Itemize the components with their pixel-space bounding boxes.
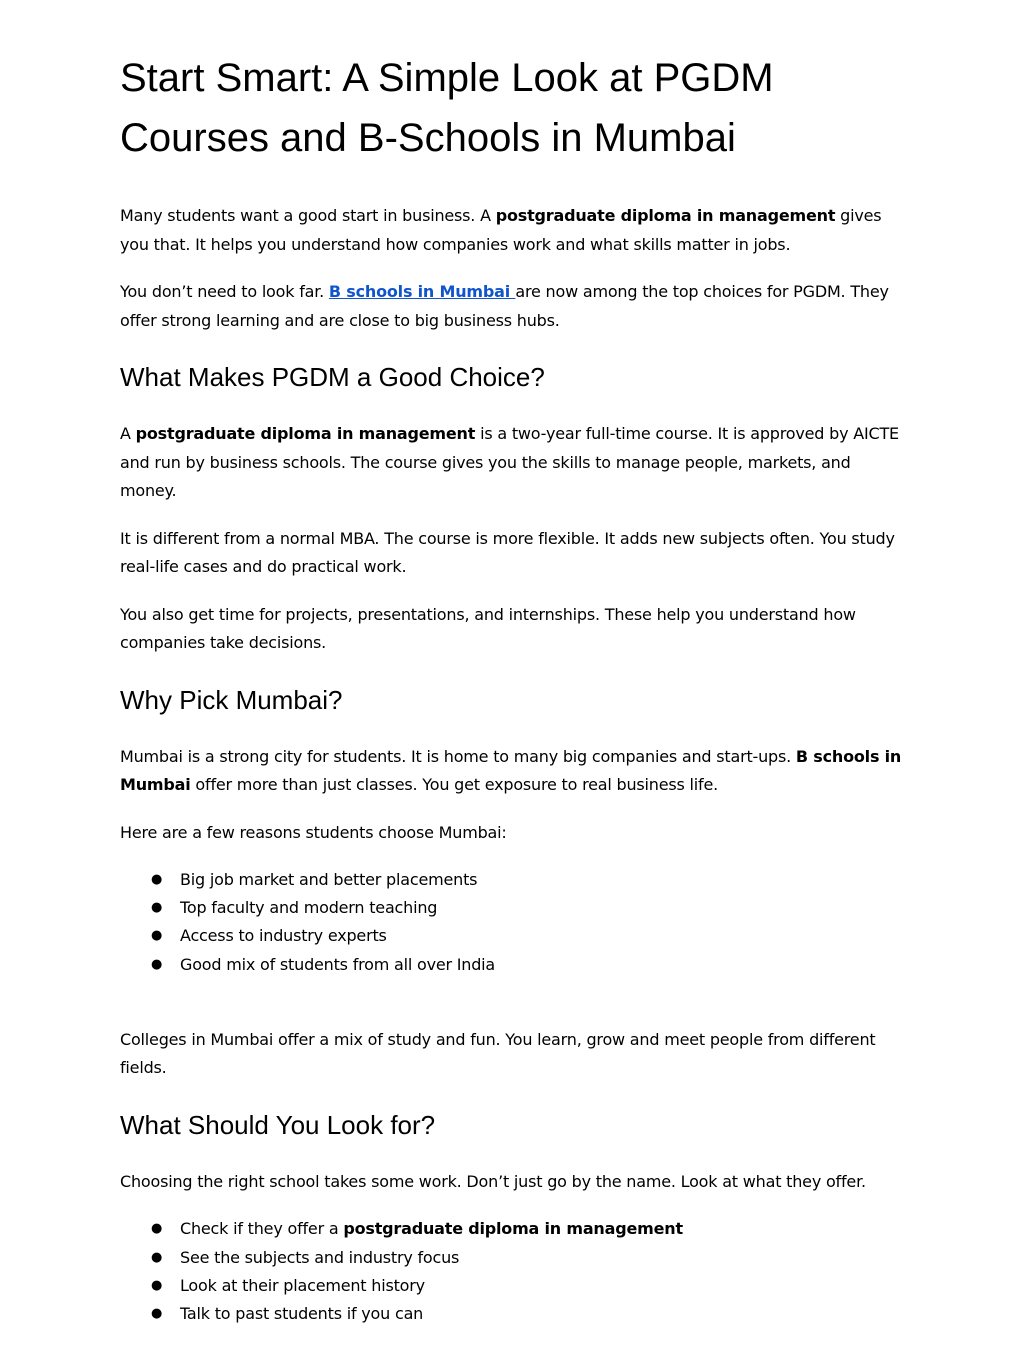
bullet-icon: ●	[151, 928, 163, 944]
section1-paragraph-3: You also get time for projects, presentations, and internships. These help you understand how companies take decisions.	[120, 604, 856, 652]
section2-paragraph-1: Mumbai is a strong city for students. It is home to many big companies and start-ups. B schools in Mumbai offer more than just classes. You get exposure to real business life.	[120, 746, 902, 794]
bullet-icon: ●	[151, 1305, 163, 1321]
section3-paragraph-1: Choosing the right school takes some work. Don’t just go by the name. Look at what they offer.	[120, 1171, 866, 1191]
intro-paragraph-1: Many students want a good start in business. A postgraduate diploma in management gives you that. It helps you understand how companies work and what skills matter in jobs.	[120, 206, 882, 254]
bullet-icon: ●	[151, 872, 163, 887]
reasons-list	[120, 866, 910, 979]
checklist	[120, 1215, 910, 1328]
bullet-icon: ●	[151, 1249, 163, 1265]
section1-paragraph-1: A postgraduate diploma in management is a two-year full-time course. It is approved by AICTE and run by business schools. The course gives you the skills to manage people, markets, and money.	[120, 424, 899, 500]
section1-paragraph-2: It is different from a normal MBA. The course is more flexible. It adds new subjects often. You study real-life cases and do practical work.	[120, 528, 895, 576]
section2-paragraph-3: Colleges in Mumbai offer a mix of study and fun. You learn, grow and meet people from different fields.	[120, 1029, 876, 1078]
intro-paragraph-2: You don’t need to look far. B schools in Mumbai are now among the top choices for PGDM. They offer strong learning and are close to big business hubs.	[120, 282, 889, 330]
section2-paragraph-2: Here are a few reasons students choose Mumbai:	[120, 822, 507, 842]
list-item: ● See the subjects and industry focus	[120, 1244, 910, 1272]
bold-phrase: postgraduate diploma in management	[495, 206, 836, 225]
bold-phrase: postgraduate diploma in management	[343, 1219, 683, 1239]
list-item: ● Access to industry experts	[120, 922, 910, 950]
list-item: ● Look at their placement history	[120, 1272, 910, 1300]
bullet-icon: ●	[151, 1277, 163, 1293]
section-heading-why-mumbai: Why Pick Mumbai?	[120, 684, 343, 715]
bullet-icon: ●	[151, 1221, 163, 1237]
bullet-icon: ●	[151, 956, 163, 972]
list-item: ● Check if they offer a postgraduate diploma in management	[120, 1215, 910, 1243]
document-page	[120, 48, 910, 1347]
page-title: Start Smart: A Simple Look at PGDM Courses and B-Schools in Mumbai	[120, 56, 774, 160]
bullet-icon: ●	[151, 900, 163, 916]
list-item: ● Talk to past students if you can	[120, 1300, 910, 1328]
list-item: ● Big job market and better placements	[120, 866, 910, 894]
list-item: ● Top faculty and modern teaching	[120, 894, 910, 922]
section-heading-what-to-look-for: What Should You Look for?	[120, 1109, 436, 1140]
bold-phrase: postgraduate diploma in management	[135, 424, 476, 443]
bold-phrase: B schools in Mumbai	[120, 746, 902, 794]
b-schools-in-mumbai-link[interactable]: B schools in Mumbai	[328, 282, 516, 301]
list-item: ● Good mix of students from all over India	[120, 951, 910, 979]
section-heading-pgdm-choice: What Makes PGDM a Good Choice?	[120, 362, 545, 392]
blank-line	[120, 998, 910, 1026]
